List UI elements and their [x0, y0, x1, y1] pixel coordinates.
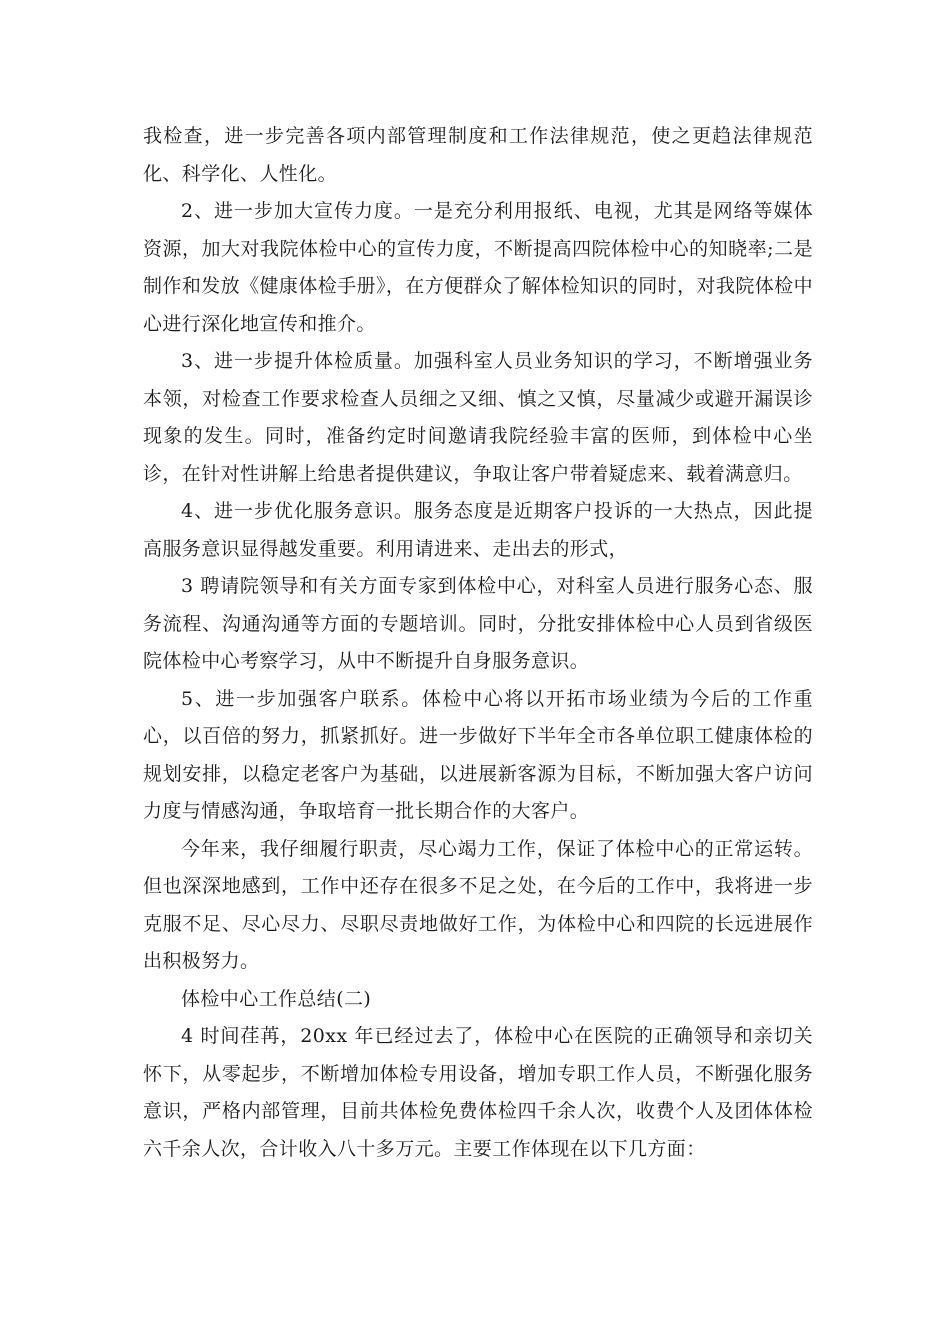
paragraph-continuation: 我检查，进一步完善各项内部管理制度和工作法律规范，使之更趋法律规范化、科学化、人性化。	[143, 125, 813, 185]
paragraph-item-3-quality: 3、进一步提升体检质量。加强科室人员业务知识的学习，不断增强业务本领，对检查工作要求检查人员细之又细、慎之又慎，尽量减少或避开漏误诊现象的发生。同时，准备约定时间邀请我院经验丰富的医师，到体检中心坐诊，在针对性讲解上给患者提供建议，争取让客户带着疑虑来、载着满意归。	[143, 350, 813, 485]
document-body	[143, 118, 813, 1168]
paragraph-item-5-clients: 5、进一步加强客户联系。体检中心将以开拓市场业绩为今后的工作重心，以百倍的努力，抓紧抓好。进一步做好下半年全市各单位职工健康体检的规划安排，以稳定老客户为基础，以进展新客源为目标，不断加强大客户访问力度与情感沟通，争取培育一批长期合作的大客户。	[143, 687, 813, 822]
section-heading: 体检中心工作总结(二)	[181, 987, 372, 1010]
paragraph-conclusion: 今年来，我仔细履行职责，尽心竭力工作，保证了体检中心的正常运转。但也深深地感到，工作中还存在很多不足之处，在今后的工作中，我将进一步克服不足、尽心尽力、尽职尽责地做好工作，为体检中心和四院的长远进展作出积极努力。	[143, 837, 813, 972]
paragraph-item-4-service: 4、进一步优化服务意识。服务态度是近期客户投诉的一大热点，因此提高服务意识显得越发重要。利用请进来、走出去的形式，	[143, 500, 813, 560]
paragraph-item-2-publicity: 2、进一步加大宣传力度。一是充分利用报纸、电视，尤其是网络等媒体资源，加大对我院体检中心的宣传力度，不断提高四院体检中心的知晓率;二是制作和发放《健康体检手册》，在方便群众了解体检知识的同时，对我院体检中心进行深化地宣传和推介。	[143, 200, 813, 335]
paragraph-summary-intro: 4 时间荏苒，20xx 年已经过去了，体检中心在医院的正确领导和亲切关怀下，从零起步，不断增加体检专用设备，增加专职工作人员，不断强化服务意识，严格内部管理，目前共体检免费体检四千余人次，收费个人及团体体检六千余人次，合计收入八十多万元。主要工作体现在以下几方面：	[143, 1025, 813, 1160]
paragraph-training: 3 聘请院领导和有关方面专家到体检中心，对科室人员进行服务心态、服务流程、沟通沟通等方面的专题培训。同时，分批安排体检中心人员到省级医院体检中心考察学习，从中不断提升自身服务意识。	[143, 575, 813, 672]
